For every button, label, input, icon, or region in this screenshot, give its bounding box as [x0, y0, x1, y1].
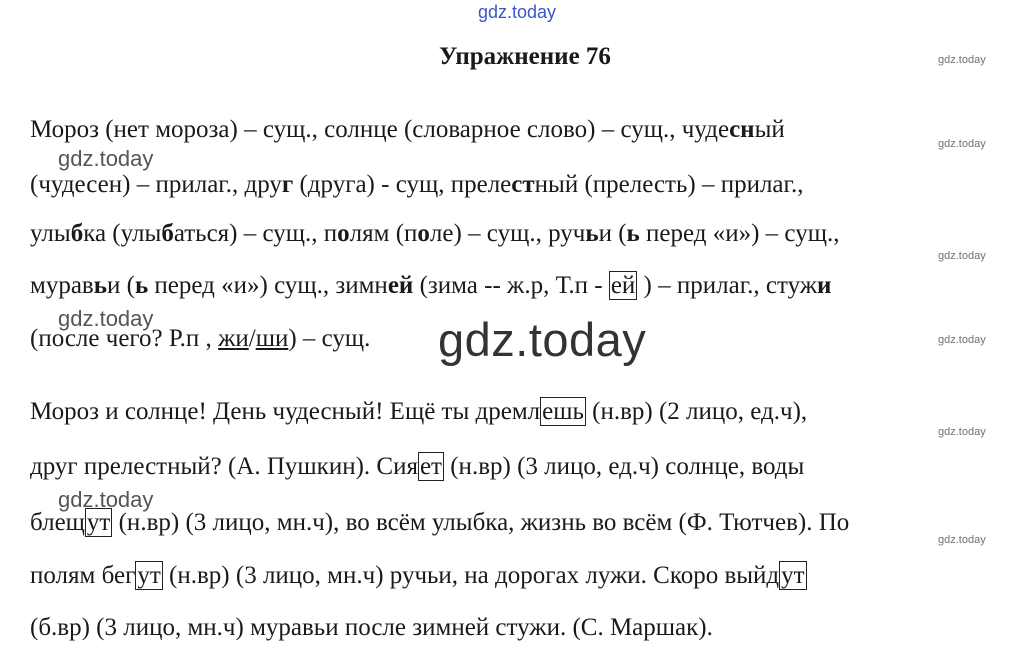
- highlighted-letters: б: [70, 220, 84, 247]
- watermark-top: gdz.today: [478, 2, 557, 22]
- text-run: (н.вр) (3 лицо, мн.ч) ручьи, на дорогах лужи. Скоро выйд: [162, 562, 780, 589]
- text-run: полям бег: [30, 562, 136, 589]
- highlighted-letters: о: [417, 220, 430, 247]
- text-run: ка (улы: [83, 220, 162, 247]
- text-run: улы: [30, 220, 71, 247]
- text-run: лям (п: [349, 220, 418, 247]
- page-title: Упражнение 76: [439, 43, 611, 70]
- text-run: (зима -- ж.р, Т.п -: [413, 272, 609, 299]
- text-run: ле) – сущ., руч: [429, 220, 586, 247]
- text-run: (после чего? Р.п ,: [30, 325, 219, 352]
- underlined-letter: ж: [218, 325, 236, 352]
- paragraph2-line5: [30, 613, 713, 643]
- text-run: и (: [106, 272, 135, 299]
- ending-box: ут: [781, 562, 805, 589]
- watermark-small: gdz.today: [938, 534, 986, 546]
- highlighted-letters: ь: [93, 272, 107, 299]
- highlighted-letters: б: [161, 220, 174, 247]
- text-run: и (: [598, 220, 627, 247]
- text-run: ) – прилаг., стуж: [637, 272, 818, 299]
- watermark-medium: gdz.today: [58, 146, 154, 171]
- highlighted-letters: ей: [387, 272, 414, 299]
- text-run: /: [248, 325, 256, 352]
- text-run: ) – сущ.: [288, 325, 371, 352]
- highlighted-letters: и: [817, 272, 832, 299]
- paragraph2-line1: [30, 397, 807, 427]
- paragraph1-line5: [30, 324, 370, 354]
- watermark-small: gdz.today: [938, 250, 986, 262]
- watermark-small: gdz.today: [938, 426, 986, 438]
- text-run: аться) – сущ., п: [173, 220, 338, 247]
- watermark-small: gdz.today: [938, 54, 986, 66]
- highlighted-letters: ст: [511, 171, 535, 198]
- underlined-letter: и: [274, 325, 289, 352]
- watermark-medium: gdz.today: [58, 487, 154, 512]
- text-run: (чудесен) – прилаг., дру: [30, 171, 282, 198]
- text-run: (друга) - сущ, преле: [293, 171, 512, 198]
- text-run: ный (прелесть) – прилаг.,: [534, 171, 804, 198]
- text-run: (н.вр) (2 лицо, ед.ч),: [585, 398, 808, 425]
- watermark-small: gdz.today: [938, 334, 986, 346]
- paragraph1-line2: [30, 170, 803, 200]
- underlined-letter: и: [235, 325, 249, 352]
- text-run: Мороз (нет мороза) – сущ., солнце (словарное слово) – сущ., чуде: [30, 116, 730, 143]
- ending-box: ут: [86, 509, 111, 536]
- highlighted-letters: ь: [585, 220, 599, 247]
- ending-box: ет: [419, 453, 442, 480]
- watermark-small: gdz.today: [938, 138, 986, 150]
- highlighted-letters: ь: [134, 272, 149, 299]
- paragraph1-line4: [30, 271, 831, 301]
- paragraph1-line1: [30, 115, 785, 145]
- paragraph2-line2: [30, 452, 804, 482]
- text-run: мурав: [30, 272, 94, 299]
- paragraph2-line4: [30, 561, 807, 591]
- paragraph1-line3: [30, 219, 839, 249]
- text-run: (н.вр) (3 лицо, мн.ч), во всём улыбка, жизнь во всём (Ф. Тютчев). По: [112, 509, 850, 536]
- text-run: перед «и») сущ., зимн: [148, 272, 388, 299]
- ending-box: ут: [137, 562, 161, 589]
- text-run: ый: [754, 116, 785, 143]
- text-run: Мороз и солнце! День чудесный! Ещё ты дремл: [30, 398, 541, 425]
- text-run: друг прелестный? (А. Пушкин). Сия: [30, 453, 418, 480]
- highlighted-letters: сн: [729, 116, 755, 143]
- text-run: (н.вр) (3 лицо, ед.ч) солнце, воды: [443, 453, 805, 480]
- paragraph2-line3: [30, 508, 849, 538]
- ending-box: ей: [610, 272, 636, 299]
- highlighted-letters: г: [281, 171, 294, 198]
- underlined-letter: ш: [255, 325, 275, 352]
- highlighted-letters: о: [337, 220, 350, 247]
- highlighted-letters: ь: [626, 220, 640, 247]
- text-run: перед «и») – сущ.,: [639, 220, 840, 247]
- text-run: блещ: [30, 509, 85, 536]
- watermark-medium: gdz.today: [58, 306, 154, 331]
- ending-box: ешь: [542, 398, 584, 425]
- watermark-large: gdz.today: [438, 313, 647, 366]
- text-run: (б.вр) (3 лицо, мн.ч) муравьи после зимней стужи. (С. Маршак).: [30, 614, 713, 641]
